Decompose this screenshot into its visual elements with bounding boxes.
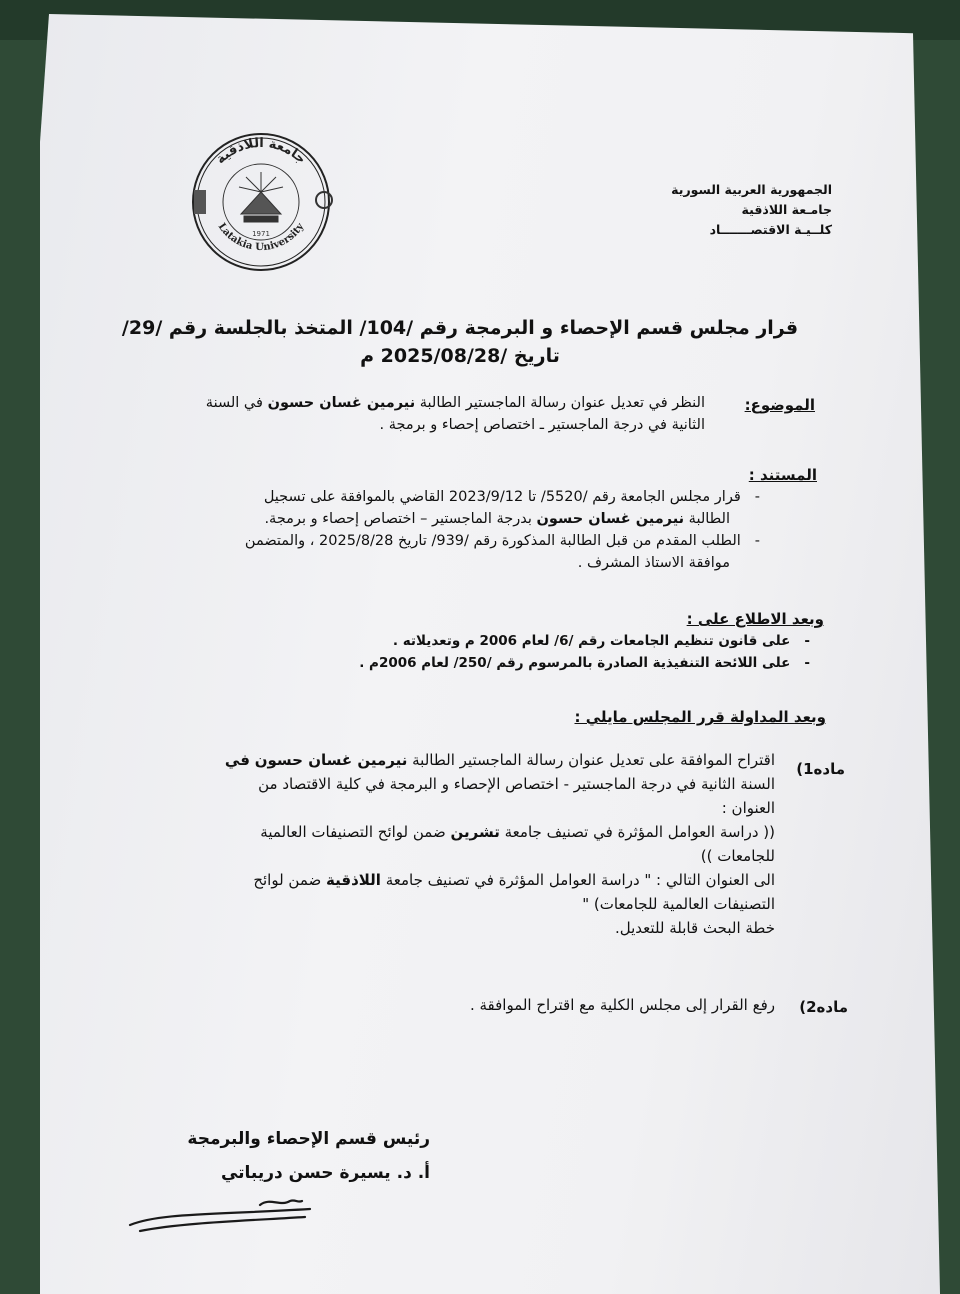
header-country: الجمهورية العربية السورية <box>671 182 832 197</box>
student-name: نيرمين غسان حسون <box>267 395 416 411</box>
review-item-2: -على اللائحة التنفيذية الصادرة بالمرسوم رقم /250/ لعام 2006م . <box>359 655 810 671</box>
deliberation-label: وبعد المداولة قرر المجلس مايلي : <box>574 708 826 726</box>
signatory-title: رئيس قسم الإحصاء والبرمجة <box>187 1129 430 1149</box>
document-item-1: -قرار مجلس الجامعة رقم /5520/ تا 2023/9/12 القاضي بالموافقة على تسجيل <box>263 489 760 505</box>
letterhead <box>632 180 832 240</box>
signatory-name: أ. د. يسيرة حسن دريباتي <box>220 1163 430 1183</box>
article-2-text: رفع القرار إلى مجلس الكلية مع اقتراح الموافقة . <box>469 996 775 1014</box>
review-item-1: -على قانون تنظيم الجامعات رقم /6/ لعام 2006 م وتعديلاته . <box>392 633 810 649</box>
svg-text:1971: 1971 <box>252 230 270 238</box>
svg-text:Latakia University: Latakia University <box>215 221 307 254</box>
title-line-1: قرار مجلس قسم الإحصاء و البرمجة رقم /104/ المتخذ بالجلسة رقم /29/ <box>121 317 799 339</box>
subject-text: النظر في تعديل عنوان رسالة الماجستير الطالبة نيرمين غسان حسون في السنة الثانية في درجة الماجستير ـ اختصاص إحصاء و برمجة . <box>205 395 705 433</box>
review-label: وبعد الاطلاع على : <box>686 610 824 628</box>
article-1-label: ماده1) <box>796 760 845 778</box>
header-university: جامـعة اللاذقية <box>741 202 832 217</box>
review-list <box>170 630 810 674</box>
article-1-text: اقتراح الموافقة على تعديل عنوان رسالة الماجستير الطالبة نيرمين غسان حسون في السنة الثانية في درجة الماجستير - اختصاص الإحصاء و البرمجة في كلية الاقتصاد من العنوان : (( دراسة العوامل المؤثرة في تصنيف جامعة تشرين ضمن لوائح التصنيفات العالمية للجامعات )) الى العنوان التالي : " دراسة العوامل المؤثرة في تصنيف جامعة اللاذقية ضمن لوائح التصنيفات العالمية للجامعات) " خطة البحث قابلة للتعديل. <box>224 751 775 937</box>
document-list: -قرار مجلس الجامعة رقم /5520/ تا 2023/9/12 القاضي بالموافقة على تسجيل الطالبة نيرمين غسان حسون بدرجة الماجستير – اختصاص إحصاء و برمجة. -الطلب المقدم من قبل الطالبة المذكورة رقم /939/ تاريخ 2025/8/28 ، والمتضمن موافقة الاستاذ المشرف . <box>140 486 760 574</box>
subject-label: الموضوع: <box>744 396 815 414</box>
article-2-label: ماده2) <box>799 998 848 1016</box>
title-line-2: تاريخ /2025/08/28 م <box>360 345 560 367</box>
decision-title <box>110 314 810 370</box>
header-faculty: كلــيـة الاقتصـــــــاد <box>709 222 832 237</box>
signature-block <box>150 1122 430 1190</box>
svg-text:جامعة اللاذقية: جامعة اللاذقية <box>213 136 309 168</box>
handwritten-signature-icon <box>120 1195 320 1240</box>
document-item-2: -الطلب المقدم من قبل الطالبة المذكورة رقم /939/ تاريخ 2025/8/28 ، والمتضمن <box>244 533 760 549</box>
university-seal-icon <box>184 132 338 272</box>
document-label: المستند : <box>748 466 817 484</box>
